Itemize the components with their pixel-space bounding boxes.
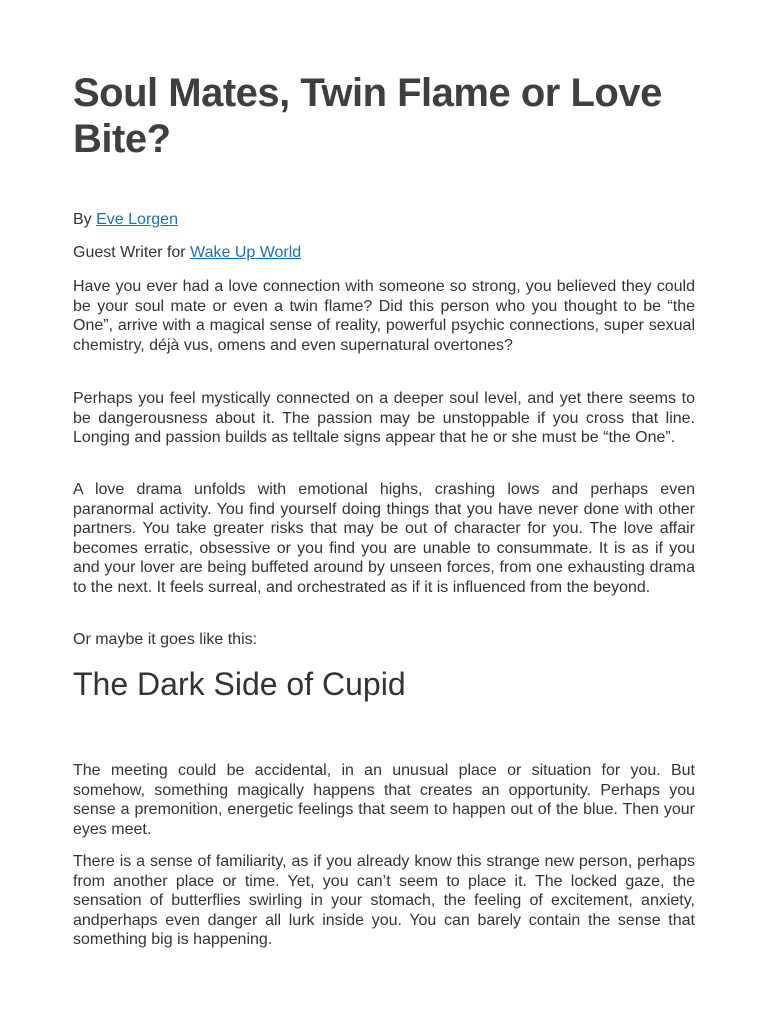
author-link[interactable]: Eve Lorgen [96, 211, 178, 228]
paragraph-intro: Have you ever had a love connection with someone so strong, you believed they could be your soul mate or even a twin flame? Did this person who you thought to be “the One”, arrive with a magical sense of reality, powerful psychic connections, super sexual chemistry, déjà vus, omens and even supernatural overtones? [73, 278, 695, 354]
paragraph-mystical: Perhaps you feel mystically connected on a deeper soul level, and yet there seems to be dangerousness about it. The passion may be unstoppable if you cross that line. Longing and passion builds as telltale signs appear that he or she must be “the One”. [73, 390, 695, 446]
byline [73, 210, 178, 230]
site-link[interactable]: Wake Up World [190, 244, 302, 261]
paragraph-familiarity: There is a sense of familiarity, as if you already know this strange new person, perhaps from another place or time. Yet, you can’t seem to place it. The locked gaze, the sensation of butterflies swirling in your stomach, the feeling of excitement, anxiety, andperhaps even danger all lurk inside you. You can barely contain the sense that something big is happening. [73, 853, 695, 948]
guest-writer-prefix: Guest Writer for [73, 244, 191, 261]
article-title: Soul Mates, Twin Flame or Love Bite? [73, 71, 662, 161]
section-heading: The Dark Side of Cupid [73, 666, 406, 702]
paragraph-love-drama: A love drama unfolds with emotional highs, crashing lows and perhaps even paranormal activity. You find yourself doing things that you have never done with other partners. You take greater risks that may be out of character for you. The love affair becomes erratic, obsessive or you find you are unable to consummate. It is as if you and your lover are being buffeted around by unseen forces, from one exhausting drama to the next. It feels surreal, and orchestrated as if it is influenced from the beyond. [73, 481, 695, 596]
byline-prefix: By [73, 211, 97, 228]
paragraph-transition: Or maybe it goes like this: [73, 631, 258, 648]
paragraph-meeting: The meeting could be accidental, in an unusual place or situation for you. But somehow, something magically happens that creates an opportunity. Perhaps you sense a premonition, energetic feelings that seem to happen out of the blue. Then your eyes meet. [73, 762, 695, 838]
guest-writer-line [73, 243, 301, 263]
